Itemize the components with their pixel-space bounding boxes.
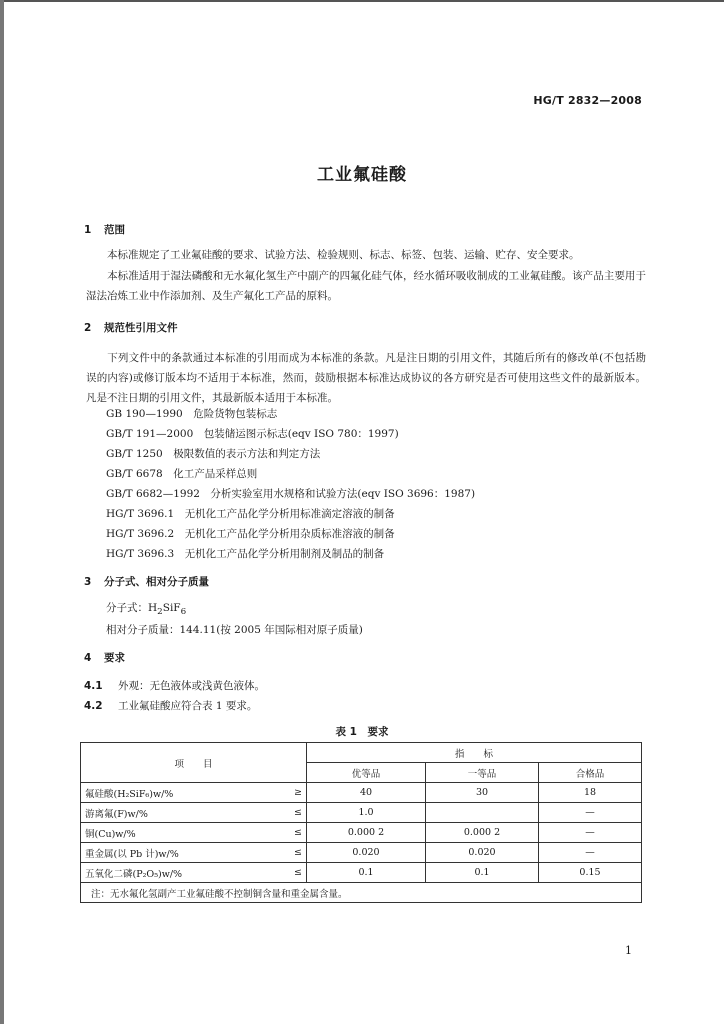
refs-intro-text: 下列文件中的条款通过本标准的引用而成为本标准的条款。凡是注日期的引用文件，其随后所有的修改单(不包括勘误的内容)或修订版本均不适用于本标准，然而，鼓励根据本标准达成协议的各方研究是否可使用这些文件的最新版本。凡是不注日期的引用文件，其最新版本适用于本标准。 bbox=[86, 352, 646, 404]
table-row bbox=[81, 843, 642, 863]
section-title: 范围 bbox=[104, 224, 125, 236]
formula-h: H bbox=[148, 602, 158, 614]
section-title: 分子式、相对分子质量 bbox=[104, 576, 209, 588]
header-item: 项 目 bbox=[81, 743, 307, 783]
page-number: 1 bbox=[625, 944, 632, 957]
scope-text-1: 本标准规定了工业氟硅酸的要求、试验方法、检验规则、标志、标签、包装、运输、贮存、安全要求。 bbox=[107, 249, 580, 261]
table-row bbox=[81, 783, 642, 803]
scan-border-top bbox=[0, 0, 724, 2]
item-name: 重金属(以 Pb 计)w/% bbox=[81, 843, 287, 863]
clause-text: 外观：无色液体或浅黄色液体。 bbox=[118, 680, 265, 692]
value-qualified: — bbox=[539, 843, 642, 863]
value-premium: 0.1 bbox=[307, 863, 426, 883]
refs-intro-paragraph bbox=[86, 348, 646, 408]
value-first: 0.000 2 bbox=[426, 823, 539, 843]
section-2-heading bbox=[84, 320, 178, 335]
formula-label: 分子式： bbox=[106, 602, 148, 614]
ref-item: GB/T 191—2000 包装储运图示标志(eqv ISO 780：1997) bbox=[106, 428, 399, 440]
clause-4-1 bbox=[84, 678, 265, 693]
value-premium: 1.0 bbox=[307, 803, 426, 823]
section-3-heading bbox=[84, 574, 209, 589]
clause-4-2 bbox=[84, 698, 257, 713]
value-first: 0.020 bbox=[426, 843, 539, 863]
grade-qualified: 合格品 bbox=[539, 763, 642, 783]
item-name: 游离氟(F)w/% bbox=[81, 803, 287, 823]
table-row bbox=[81, 803, 642, 823]
standard-code: HG/T 2832—2008 bbox=[533, 94, 642, 107]
molecular-formula bbox=[106, 600, 186, 617]
formula-sub-6: 6 bbox=[180, 607, 187, 618]
item-operator: ≤ bbox=[286, 863, 307, 883]
ref-item: GB/T 6682—1992 分析实验室用水规格和试验方法(eqv ISO 3696：1987) bbox=[106, 488, 476, 500]
section-4-heading bbox=[84, 650, 125, 665]
grade-first: 一等品 bbox=[426, 763, 539, 783]
value-qualified: — bbox=[539, 823, 642, 843]
table-row bbox=[81, 863, 642, 883]
table-row bbox=[81, 823, 642, 843]
item-operator: ≥ bbox=[286, 783, 307, 803]
clause-text: 工业氟硅酸应符合表 1 要求。 bbox=[118, 700, 258, 712]
value-qualified: 18 bbox=[539, 783, 642, 803]
value-first: 0.1 bbox=[426, 863, 539, 883]
table-note-row bbox=[81, 883, 642, 903]
ref-item: GB/T 6678 化工产品采样总则 bbox=[106, 468, 258, 480]
section-number: 2 bbox=[84, 322, 92, 334]
scope-paragraph-1 bbox=[86, 245, 646, 265]
table-caption: 表 1 要求 bbox=[335, 726, 389, 738]
table-header-row bbox=[81, 743, 642, 763]
ref-item: HG/T 3696.3 无机化工产品化学分析用制剂及制品的制备 bbox=[106, 548, 385, 560]
scope-text-2: 本标准适用于湿法磷酸和无水氟化氢生产中副产的四氟化硅气体，经水循环吸收制成的工业氟硅酸。该产品主要用于湿法冶炼工业中作添加剂、及生产氟化工产品的原料。 bbox=[86, 270, 646, 302]
value-premium: 0.020 bbox=[307, 843, 426, 863]
section-number: 1 bbox=[84, 224, 92, 236]
section-number: 4 bbox=[84, 652, 92, 664]
section-1-heading bbox=[84, 222, 125, 237]
section-number: 3 bbox=[84, 576, 92, 588]
section-title: 规范性引用文件 bbox=[104, 322, 178, 334]
grade-premium: 优等品 bbox=[307, 763, 426, 783]
value-first: 30 bbox=[426, 783, 539, 803]
ref-item: HG/T 3696.1 无机化工产品化学分析用标准滴定溶液的制备 bbox=[106, 508, 395, 520]
formula-sub-2: 2 bbox=[157, 607, 163, 618]
scope-paragraph-2 bbox=[86, 266, 646, 306]
header-index: 指 标 bbox=[307, 743, 642, 763]
item-name: 五氧化二磷(P₂O₅)w/% bbox=[81, 863, 287, 883]
document-title: 工业氟硅酸 bbox=[317, 165, 407, 185]
item-operator: ≤ bbox=[286, 823, 307, 843]
value-qualified: — bbox=[539, 803, 642, 823]
requirements-table bbox=[80, 742, 642, 903]
value-first bbox=[426, 803, 539, 823]
item-operator: ≤ bbox=[286, 803, 307, 823]
item-operator: ≤ bbox=[286, 843, 307, 863]
value-premium: 40 bbox=[307, 783, 426, 803]
table-note: 注：无水氟化氢副产工业氟硅酸不控制铜含量和重金属含量。 bbox=[81, 883, 642, 903]
ref-item: HG/T 3696.2 无机化工产品化学分析用杂质标准溶液的制备 bbox=[106, 528, 395, 540]
ref-item: GB/T 1250 极限数值的表示方法和判定方法 bbox=[106, 448, 321, 460]
ref-item: GB 190—1990 危险货物包装标志 bbox=[106, 408, 278, 420]
molecular-mass: 相对分子质量：144.11(按 2005 年国际相对原子质量) bbox=[106, 624, 363, 636]
value-premium: 0.000 2 bbox=[307, 823, 426, 843]
section-title: 要求 bbox=[104, 652, 125, 664]
clause-number: 4.2 bbox=[84, 700, 103, 712]
item-name: 氟硅酸(H₂SiF₆)w/% bbox=[81, 783, 287, 803]
item-name: 铜(Cu)w/% bbox=[81, 823, 287, 843]
scan-border-left bbox=[0, 0, 4, 1024]
value-qualified: 0.15 bbox=[539, 863, 642, 883]
formula-sif: SiF bbox=[162, 602, 181, 614]
clause-number: 4.1 bbox=[84, 680, 103, 692]
